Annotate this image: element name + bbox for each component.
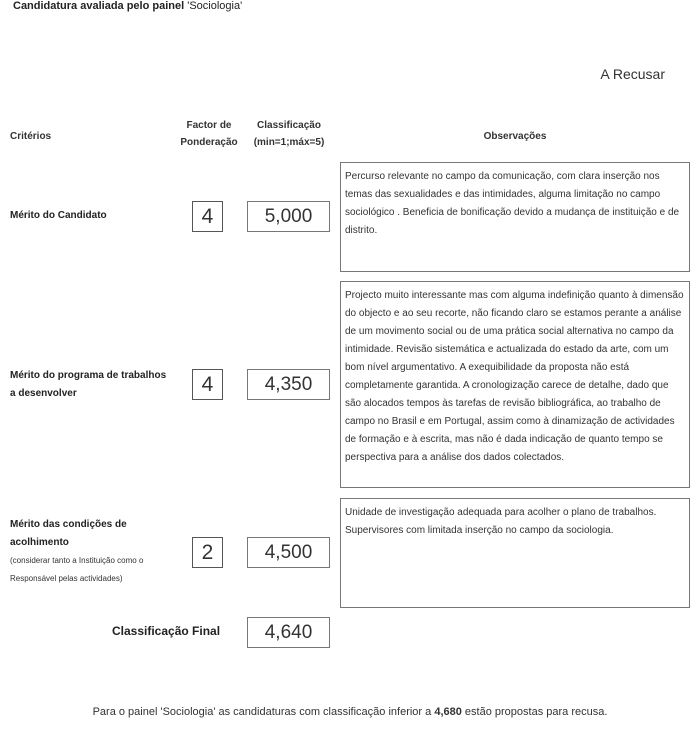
footer-threshold: 4,680 [434,706,462,718]
criterion-label-program: Mérito do programa de trabalhos a desenvolver [10,370,167,399]
footer-prefix: Para o painel 'Sociologia' as candidaturas com classificação inferior a [92,706,432,718]
observations-hosting: Unidade de investigação adequada para acolher o plano de trabalhos. Supervisores com limitada inserção no campo da sociologia. [340,498,690,608]
column-header-factor-line1: Factor de [186,120,232,131]
factor-value-program: 4 [192,369,223,400]
footer-note [0,706,700,718]
column-header-factor [176,117,242,151]
final-classification-value: 4,640 [247,617,330,648]
observations-program: Projecto muito interessante mas com alguma indefinição quanto à dimensão do objecto e ao seu recorte, não ficando claro se estamos perante a análise de um movimento social ou de uma prática social alternativa no campo da intimidade. Revisão sistemática e actualizada do estado da arte, com um bom nível argumentativo. A exequibilidade da proposta não está completamente garantida. A cronologização carece de detalhe, dado que são alocados tempos às tarefas de revisão bibliográfica, ao trabalho de campo no Brasil e em Portugal, assim como à dinamização de actividades de formação e à escrita, mas não é dada indicação de quanto tempo se perspectiva para a análise dos dados colectados. [340,281,690,488]
score-value-candidate: 5,000 [247,201,330,232]
criterion-label-hosting [10,516,170,588]
final-classification-label: Classificação Final [112,624,221,638]
page-title-text: Candidatura avaliada pelo painel [13,0,185,12]
status-label: A Recusar [600,66,665,82]
observations-candidate: Percurso relevante no campo da comunicação, com clara inserção nos temas das sexualidades e das intimidades, alguma limitação no campo sociológico . Beneficia de bonificação devido a mudança de instituição e de distrito. [340,162,690,272]
footer-suffix: estão propostas para recusa. [464,706,608,718]
panel-name: 'Sociologia' [187,0,243,12]
factor-value-hosting: 2 [192,537,223,568]
column-header-factor-line2: Ponderação [180,137,238,148]
column-header-classification-line1: Classificação [257,120,321,131]
page-title [13,0,242,13]
factor-value-candidate: 4 [192,201,223,232]
column-header-classification-line2: (min=1;máx=5) [253,137,325,148]
criterion-label-candidate: Mérito do Candidato [10,210,107,221]
criterion-note-hosting: (considerar tanto a Instituição como o Responsável pelas actividades) [10,556,144,583]
criterion-label-hosting-text: Mérito das condições de acolhimento [10,519,127,548]
column-header-observations: Observações [483,131,547,142]
column-header-criteria: Critérios [10,131,52,142]
score-value-hosting: 4,500 [247,537,330,568]
column-header-classification [248,117,330,151]
score-value-program: 4,350 [247,369,330,400]
